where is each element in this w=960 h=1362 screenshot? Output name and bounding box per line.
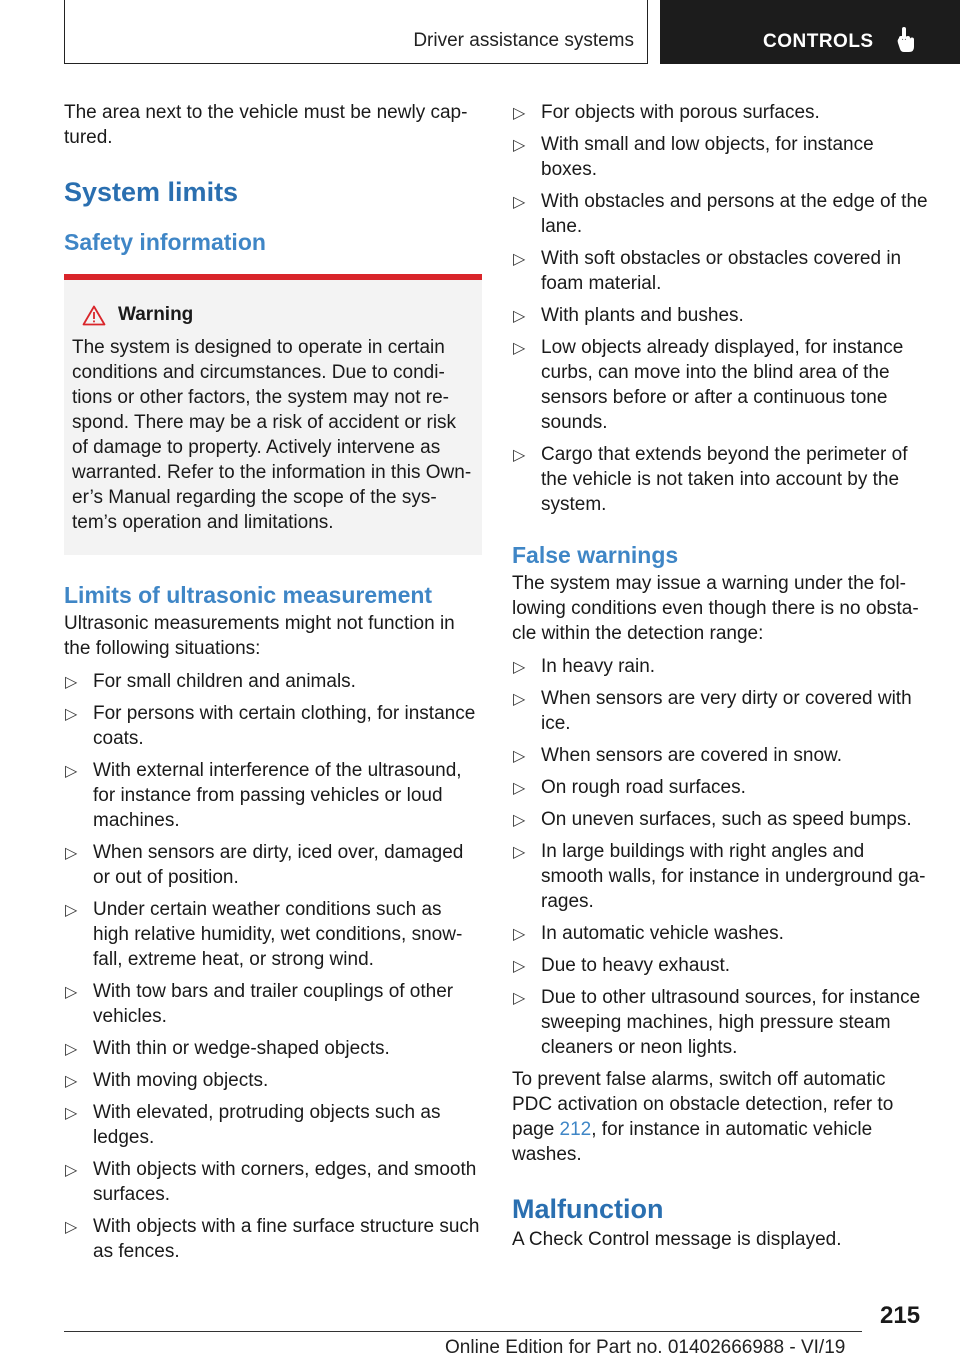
- list-item-text: On rough road surfaces.: [541, 777, 746, 798]
- list-item: [512, 189, 930, 239]
- list-item: [64, 758, 482, 833]
- list-item: [512, 335, 930, 435]
- warning-icon: [82, 305, 106, 326]
- prevent-paragraph: [512, 1067, 930, 1167]
- bullet-triangle-icon: ▷: [65, 674, 78, 691]
- list-item: [512, 100, 930, 125]
- bullet-triangle-icon: ▷: [65, 706, 78, 723]
- header-section-title: Driver assistance systems: [413, 30, 634, 51]
- bullet-triangle-icon: ▷: [513, 780, 526, 797]
- heading-safety-information: Safety information: [64, 229, 266, 255]
- footer-edition: Online Edition for Part no. 01402666988 - VI/19: [445, 1337, 846, 1358]
- bullet-triangle-icon: ▷: [513, 958, 526, 975]
- list-item: [64, 897, 482, 972]
- bullet-triangle-icon: ▷: [513, 137, 526, 154]
- list-item-text: With plants and bushes.: [541, 305, 744, 326]
- bullet-triangle-icon: ▷: [65, 1073, 78, 1090]
- list-item: [64, 1100, 482, 1150]
- list-item-text: With objects with corners, edges, and smooth surfaces.: [93, 1159, 477, 1205]
- bullet-triangle-icon: ▷: [513, 194, 526, 211]
- list-item: [64, 1068, 482, 1093]
- page-link-212[interactable]: 212: [559, 1119, 592, 1140]
- bullet-triangle-icon: ▷: [513, 926, 526, 943]
- list-item: [64, 1157, 482, 1207]
- list-item: [64, 669, 482, 694]
- list-item: [512, 303, 930, 328]
- list-item: [512, 686, 930, 736]
- limits-list-continued: [512, 100, 930, 517]
- list-item: [512, 953, 930, 978]
- bullet-triangle-icon: ▷: [65, 902, 78, 919]
- bullet-triangle-icon: ▷: [65, 845, 78, 862]
- bullet-triangle-icon: ▷: [65, 763, 78, 780]
- left-column: [64, 100, 482, 1271]
- bullet-triangle-icon: ▷: [513, 251, 526, 268]
- list-item-text: With elevated, protruding objects such as ledges.: [93, 1102, 441, 1148]
- list-item: [512, 654, 930, 679]
- bullet-triangle-icon: ▷: [65, 1219, 78, 1236]
- heading-system-limits: System limits: [64, 177, 239, 207]
- malfunction-text: A Check Control message is displayed.: [512, 1229, 842, 1250]
- list-item: [64, 979, 482, 1029]
- list-item-text: With small and low objects, for instance boxes.: [541, 134, 874, 180]
- list-item: [512, 442, 930, 517]
- list-item-text: Low objects already displayed, for instance curbs, can move into the blind area of the sensors before or after a continuous tone sounds.: [541, 337, 904, 433]
- list-item-text: Under certain weather conditions such as high relative humidity, wet conditions, snow-fall, extreme heat, or strong wind.: [93, 899, 463, 970]
- bullet-triangle-icon: ▷: [513, 990, 526, 1007]
- warning-text: The system is designed to operate in certain conditions and circumstances. Due to condi-tions or other factors, the system may not re-spond. There may be a risk of accident or risk of damage to property. Actively intervene as warranted. Refer to the information in this Own-er’s Manual regarding the scope of the sys-tem’s operation and limitations.: [72, 337, 472, 533]
- list-item: [512, 743, 930, 768]
- list-item-text: When sensors are covered in snow.: [541, 745, 842, 766]
- false-warnings-intro: The system may issue a warning under the fol-lowing conditions even though there is no obsta-cle within the detection range:: [512, 573, 919, 644]
- page-number: 215: [880, 1302, 921, 1329]
- bullet-triangle-icon: ▷: [513, 447, 526, 464]
- intro-paragraph: The area next to the vehicle must be newly cap-tured.: [64, 102, 468, 148]
- list-item-text: With thin or wedge-shaped objects.: [93, 1038, 390, 1059]
- footer-divider: [64, 1331, 862, 1332]
- header-chapter-title: CONTROLS: [763, 31, 874, 52]
- list-item-text: With objects with a fine surface structure such as fences.: [93, 1216, 480, 1262]
- hand-pointer-icon: [895, 26, 917, 54]
- list-item-text: With obstacles and persons at the edge of the lane.: [541, 191, 928, 237]
- bullet-triangle-icon: ▷: [513, 340, 526, 357]
- header-section-tab: [64, 0, 648, 64]
- list-item-text: On uneven surfaces, such as speed bumps.: [541, 809, 912, 830]
- bullet-triangle-icon: ▷: [513, 748, 526, 765]
- list-item: [512, 839, 930, 914]
- list-item-text: For objects with porous surfaces.: [541, 102, 820, 123]
- list-item-text: With tow bars and trailer couplings of other vehicles.: [93, 981, 454, 1027]
- bullet-triangle-icon: ▷: [513, 659, 526, 676]
- warning-title: Warning: [118, 304, 194, 325]
- heading-malfunction: Malfunction: [512, 1194, 664, 1224]
- list-item: [512, 985, 930, 1060]
- list-item: [64, 840, 482, 890]
- list-item-text: With moving objects.: [93, 1070, 269, 1091]
- list-item: [64, 1036, 482, 1061]
- bullet-triangle-icon: ▷: [513, 691, 526, 708]
- bullet-triangle-icon: ▷: [513, 844, 526, 861]
- list-item: [64, 701, 482, 751]
- list-item-text: With external interference of the ultrasound, for instance from passing vehicles or loud machines.: [93, 760, 462, 831]
- bullet-triangle-icon: ▷: [513, 812, 526, 829]
- list-item-text: For small children and animals.: [93, 671, 356, 692]
- right-column: [512, 100, 930, 1252]
- list-item: [512, 807, 930, 832]
- list-item-text: When sensors are dirty, iced over, damaged or out of position.: [93, 842, 464, 888]
- bullet-triangle-icon: ▷: [65, 1162, 78, 1179]
- false-warnings-list: [512, 654, 930, 1060]
- heading-limits-ultrasonic: Limits of ultrasonic measurement: [64, 582, 433, 608]
- bullet-triangle-icon: ▷: [513, 105, 526, 122]
- prevent-text-end: , for instance in automatic vehicle washes.: [512, 1119, 873, 1165]
- bullet-triangle-icon: ▷: [65, 1041, 78, 1058]
- list-item-text: When sensors are very dirty or covered with ice.: [541, 688, 912, 734]
- list-item: [512, 921, 930, 946]
- list-item: [512, 775, 930, 800]
- prevent-text: To prevent false alarms, switch off automatic PDC activation on obstacle detection, refer to page: [512, 1069, 894, 1140]
- limits-list: [64, 669, 482, 1264]
- list-item: [64, 1214, 482, 1264]
- list-item-text: In heavy rain.: [541, 656, 656, 677]
- header-chapter-tab: [660, 0, 960, 64]
- list-item-text: Due to other ultrasound sources, for instance sweeping machines, high pressure steam cleaners or neon lights.: [541, 987, 921, 1058]
- bullet-triangle-icon: ▷: [65, 1105, 78, 1122]
- list-item-text: Cargo that extends beyond the perimeter of the vehicle is not taken into account by the system.: [541, 444, 908, 515]
- list-item-text: For persons with certain clothing, for instance coats.: [93, 703, 476, 749]
- list-item: [512, 246, 930, 296]
- bullet-triangle-icon: ▷: [65, 984, 78, 1001]
- list-item-text: In large buildings with right angles and smooth walls, for instance in underground ga-rages.: [541, 841, 926, 912]
- warning-box: [64, 274, 482, 555]
- heading-false-warnings: False warnings: [512, 542, 679, 568]
- list-item-text: With soft obstacles or obstacles covered in foam material.: [541, 248, 902, 294]
- bullet-triangle-icon: ▷: [513, 308, 526, 325]
- list-item-text: In automatic vehicle washes.: [541, 923, 784, 944]
- limits-intro: Ultrasonic measurements might not function in the following situations:: [64, 613, 455, 659]
- list-item-text: Due to heavy exhaust.: [541, 955, 731, 976]
- list-item: [512, 132, 930, 182]
